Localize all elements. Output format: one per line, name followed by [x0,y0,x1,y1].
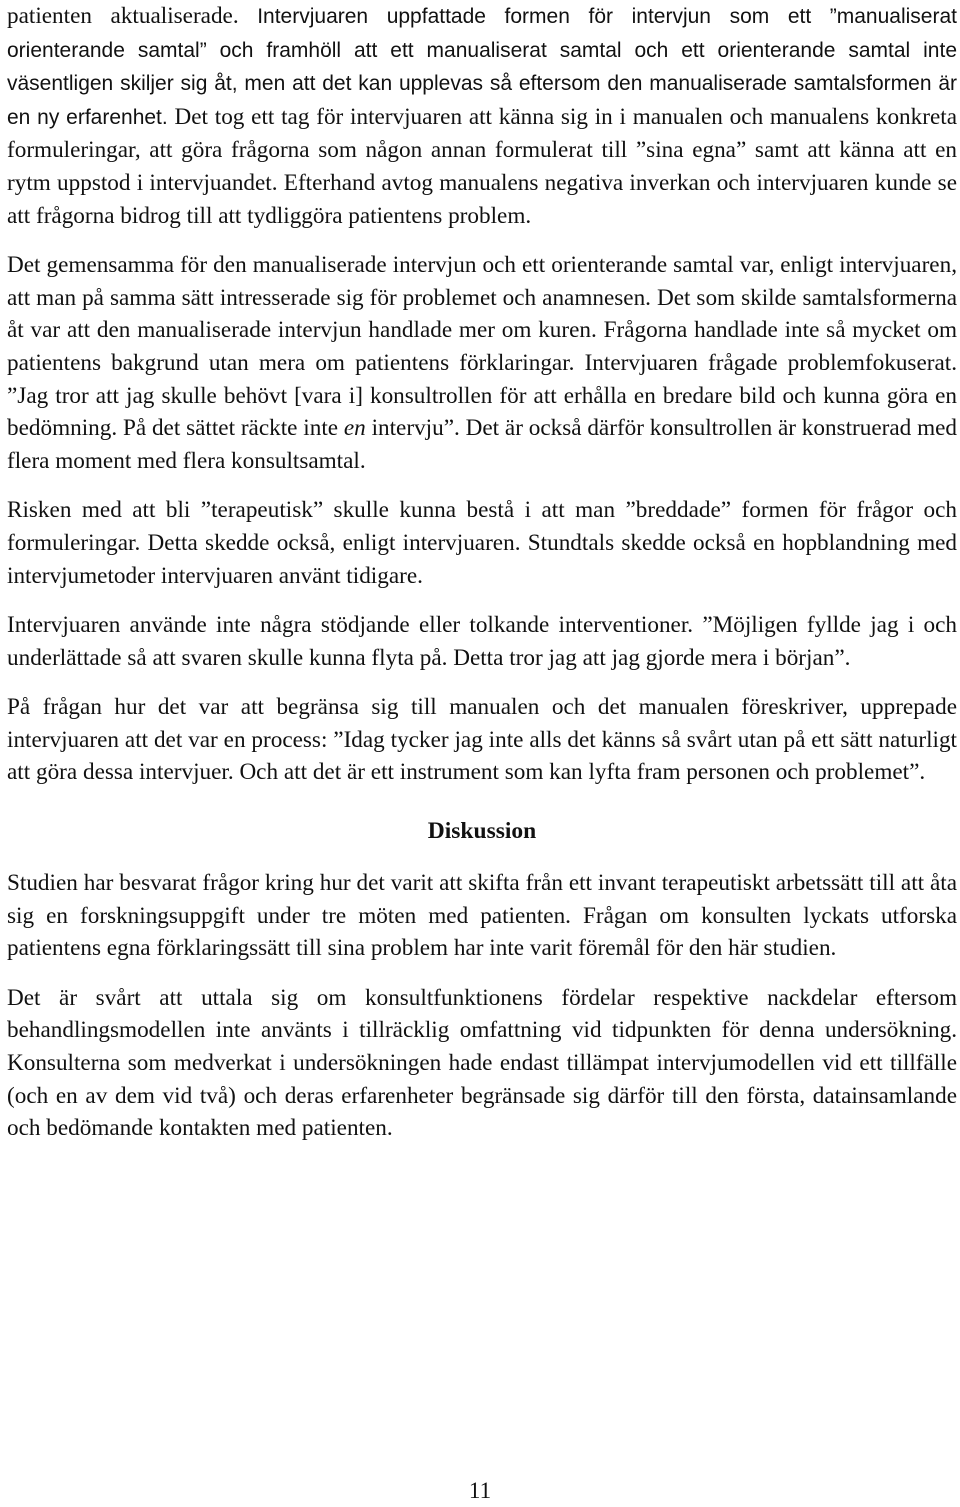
paragraph-interventions: Intervjuaren använde inte några stödjande eller tolkande interventioner. ”Möjligen fyllde jag i och underlättade så att svaren skulle kunna flyta på. Detta tror jag att jag gjorde mera i början”. [7,612,957,671]
paragraph-study-answered: Studien har besvarat frågor kring hur det varit att skifta från ett invant terapeutiskt arbetssätt till att åta sig en forskningsuppgift under tre möten med patienten. Frågan om konsulten lyckats utforska patientens egna förklaringssätt till sina problem har inte varit föremål för den här studien. [7,870,957,962]
paragraph-fragment-opening: patienten aktualiserade. [7,3,258,29]
paragraph-fragment-emphasis: en [343,415,366,442]
document-page [7,0,957,1145]
paragraph-consult-function: Det är svårt att uttala sig om konsultfunktionens fördelar respektive nackdelar eftersom behandlingsmodellen inte använts i tillräcklig omfattning vid tidpunkten för denna undersökning. Konsulterna som medverkat i undersökningen hade endast tillämpat intervjumodellen vid ett tillfälle (och en av dem vid två) och deras erfarenheter begränsade sig därför till den första, datainsamlande och bedömande kontakten med patienten. [7,984,957,1142]
page-number: 11 [468,1478,492,1503]
paragraph-fragment-end: intervju”. Det är också därför konsultrollen är konstruerad med flera moment med flera konsultsamtal. [7,415,958,474]
paragraph-therapeutic-risk: Risken med att bli ”terapeutisk” skulle kunna bestå i att man ”breddade” formen för frågor och formuleringar. Detta skedde också, enligt intervjuaren. Stundtals skedde också en hopblandning med intervjumetoder intervjuaren använt tidigare. [7,497,957,589]
paragraph-manual-limits: På frågan hur det var att begränsa sig till manualen och det manualen föreskriver, upprepade intervjuaren att det var en process: ”Idag tycker jag inte alls det känns så svårt utan på ett sätt naturligt att göra dessa intervjuer. Och att det är ett instrument som kan lyfta fram personen och problemet”. [7,694,957,786]
paragraph-fragment-main: Det gemensamma för den manualiserade intervjun och ett orienterande samtal var, enligt intervjuaren, att man på samma sätt intresserade sig för problemet och anamnesen. Det som skilde samtalsformerna åt var att den manualiserade intervjun handlade mer om kuren. Frågorna handlade inte så mycket om patientens bakgrund utan mera om patientens förklaringar. Intervjuaren frågade problemfokuserat. ”Jag tror att jag skulle behövt [vara i] konsultrollen för att erhålla en bredare bild och kunna göra en bedömning. På det sättet räckte inte [7,252,957,442]
paragraph-common-ground [7,249,957,477]
paragraph-fragment-closing: Det tog ett tag för intervjuaren att känna sig in i manualen och manualens konkreta formuleringar, att göra frågorna som någon annan formulerat till ”sina egna” samt att känna att en rytm uppstod i intervjuandet. Efterhand avtog manualens negativa inverkan och intervjuaren kunde se att frågorna bidrog till att tydliggöra patientens problem. [7,103,957,229]
paragraph-interview-form [7,0,957,232]
section-heading-discussion: Diskussion [427,818,537,845]
paragraph-fragment-sans: Intervjuaren uppfattade formen för intervjun som ett ”manualiserat orienterande samtal” och framhöll att ett manualiserat samtal och ett orienterande samtal inte väsentligen skiljer sig åt, men att det kan upplevas så eftersom den manualiserade samtalsformen är en ny erfarenhet. [7,5,957,129]
